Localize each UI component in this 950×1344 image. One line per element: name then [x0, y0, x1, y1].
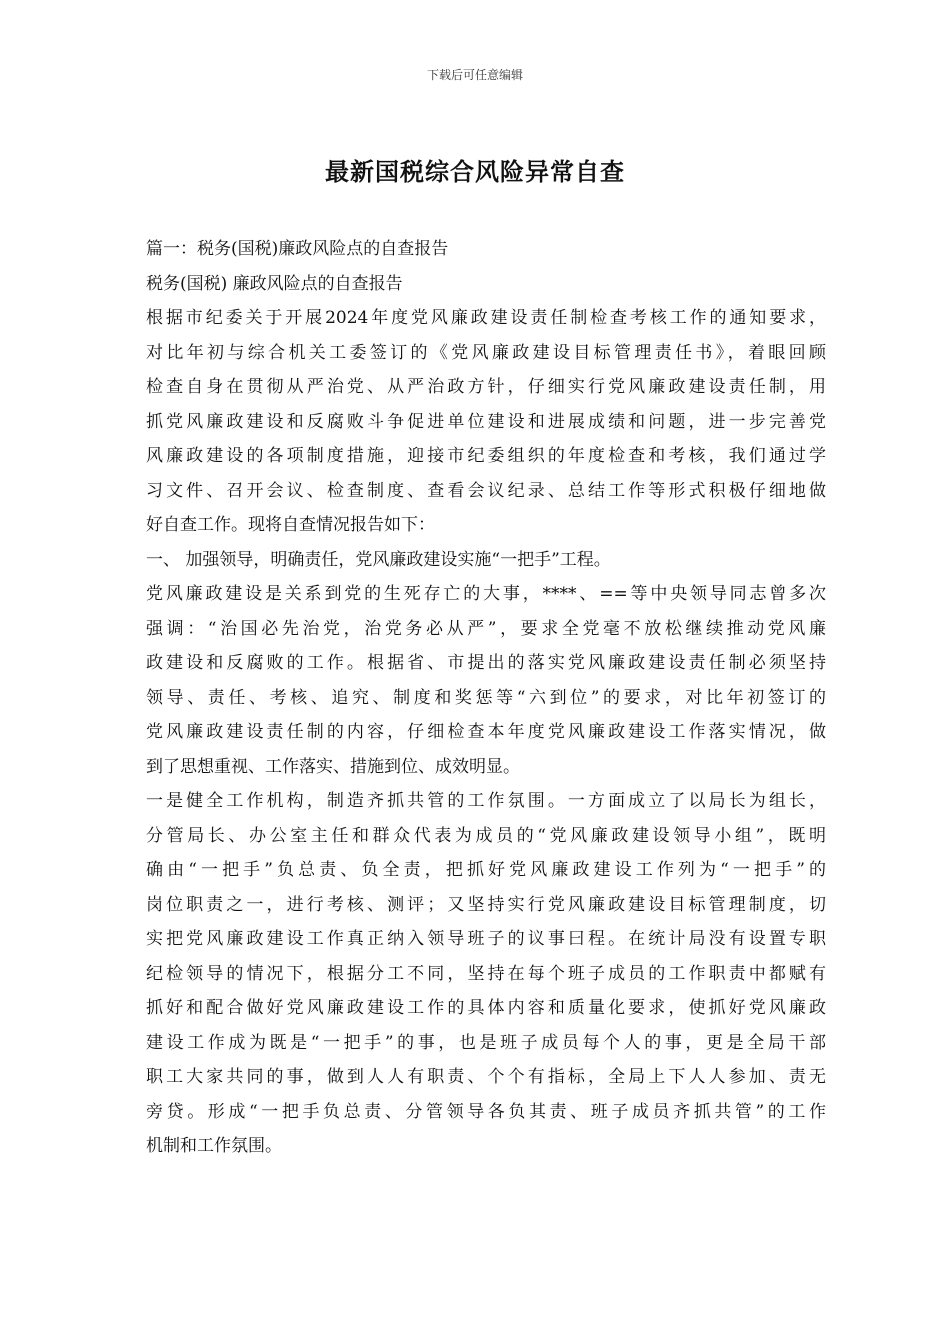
- text-line: 篇一：税务(国税)廉政风险点的自查报告: [146, 239, 449, 259]
- text-line: 确由“一把手”负总责、负全责，把抓好党风廉政建设工作列为“一把手”的: [146, 860, 826, 880]
- text-line: 抓好和配合做好党风廉政建设工作的具体内容和质量化要求，使抓好党风廉政: [146, 998, 826, 1018]
- text-line: 机制和工作氛围。: [146, 1136, 282, 1156]
- section-heading: [146, 267, 826, 302]
- text-line: 职工大家共同的事，做到人人有职责、个个有指标，全局上下人人参加、责无: [146, 1067, 826, 1087]
- paragraph: [146, 577, 826, 784]
- section-heading: [146, 543, 826, 578]
- text-line: 好自查工作。现将自查情况报告如下：: [146, 515, 435, 535]
- text-line: 党风廉政建设是关系到党的生死存亡的大事，****、==等中央领导同志曾多次: [146, 584, 826, 604]
- paragraph: [146, 784, 826, 1164]
- text-line: 一是健全工作机构，制造齐抓共管的工作氛围。一方面成立了以局长为组长，: [146, 791, 826, 811]
- text-line: 习文件、召开会议、检查制度、查看会议纪录、总结工作等形式积极仔细地做: [146, 480, 826, 501]
- document-body: [146, 232, 826, 1164]
- header-note: 下载后可任意编辑: [426, 68, 523, 82]
- text-line: 检查自身在贯彻从严治党、从严治政方针，仔细实行党风廉政建设责任制，用: [146, 377, 826, 397]
- text-line: 领导、责任、考核、追究、制度和奖惩等“六到位”的要求，对比年初签订的: [146, 687, 826, 708]
- text-line: 旁贷。形成“一把手负总责、分管领导各负其责、班子成员齐抓共管”的工作: [146, 1101, 826, 1122]
- text-line: 对比年初与综合机关工委签订的《党风廉政建设目标管理责任书》，着眼回顾: [146, 342, 826, 363]
- text-line: 分管局长、办公室主任和群众代表为成员的“党风廉政建设领导小组”，既明: [146, 825, 826, 846]
- text-line: 实把党风廉政建设工作真正纳入领导班子的议事曰程。在统计局没有设置专职: [146, 929, 826, 949]
- text-line: 党风廉政建设责任制的内容，仔细检查本年度党风廉政建设工作落实情况，做: [146, 722, 826, 742]
- text-line: 纪检领导的情况下，根据分工不同，坚持在每个班子成员的工作职责中都赋有: [146, 963, 826, 984]
- text-line: 税务(国税) 廉政风险点的自查报告: [146, 273, 403, 294]
- document-title: 最新国税综合风险异常自查: [325, 157, 625, 186]
- text-line: 抓党风廉政建设和反腐败斗争促进单位建设和进展成绩和问题，进一步完善党: [146, 411, 826, 432]
- section-heading: [146, 232, 826, 267]
- text-line: 到了思想重视、工作落实、措施到位、成效明显。: [146, 756, 520, 777]
- text-line: 一、 加强领导，明确责任，党风廉政建设实施“一把手”工程。: [146, 549, 611, 570]
- text-line: 根据市纪委关于开展2024年度党风廉政建设责任制检查考核工作的通知要求，: [146, 308, 826, 328]
- text-line: 风廉政建设的各项制度措施，迎接市纪委组织的年度检查和考核，我们通过学: [146, 446, 826, 466]
- text-line: 建设工作成为既是“一把手”的事，也是班子成员每个人的事，更是全局干部: [146, 1032, 826, 1053]
- text-line: 岗位职责之一，进行考核、测评；又坚持实行党风廉政建设目标管理制度，切: [146, 894, 826, 915]
- paragraph: [146, 301, 826, 543]
- text-line: 强调：“治国必先治党，治党务必从严”，要求全党毫不放松继续推动党风廉: [146, 618, 826, 639]
- text-line: 政建设和反腐败的工作。根据省、市提出的落实党风廉政建设责任制必须坚持: [146, 653, 826, 673]
